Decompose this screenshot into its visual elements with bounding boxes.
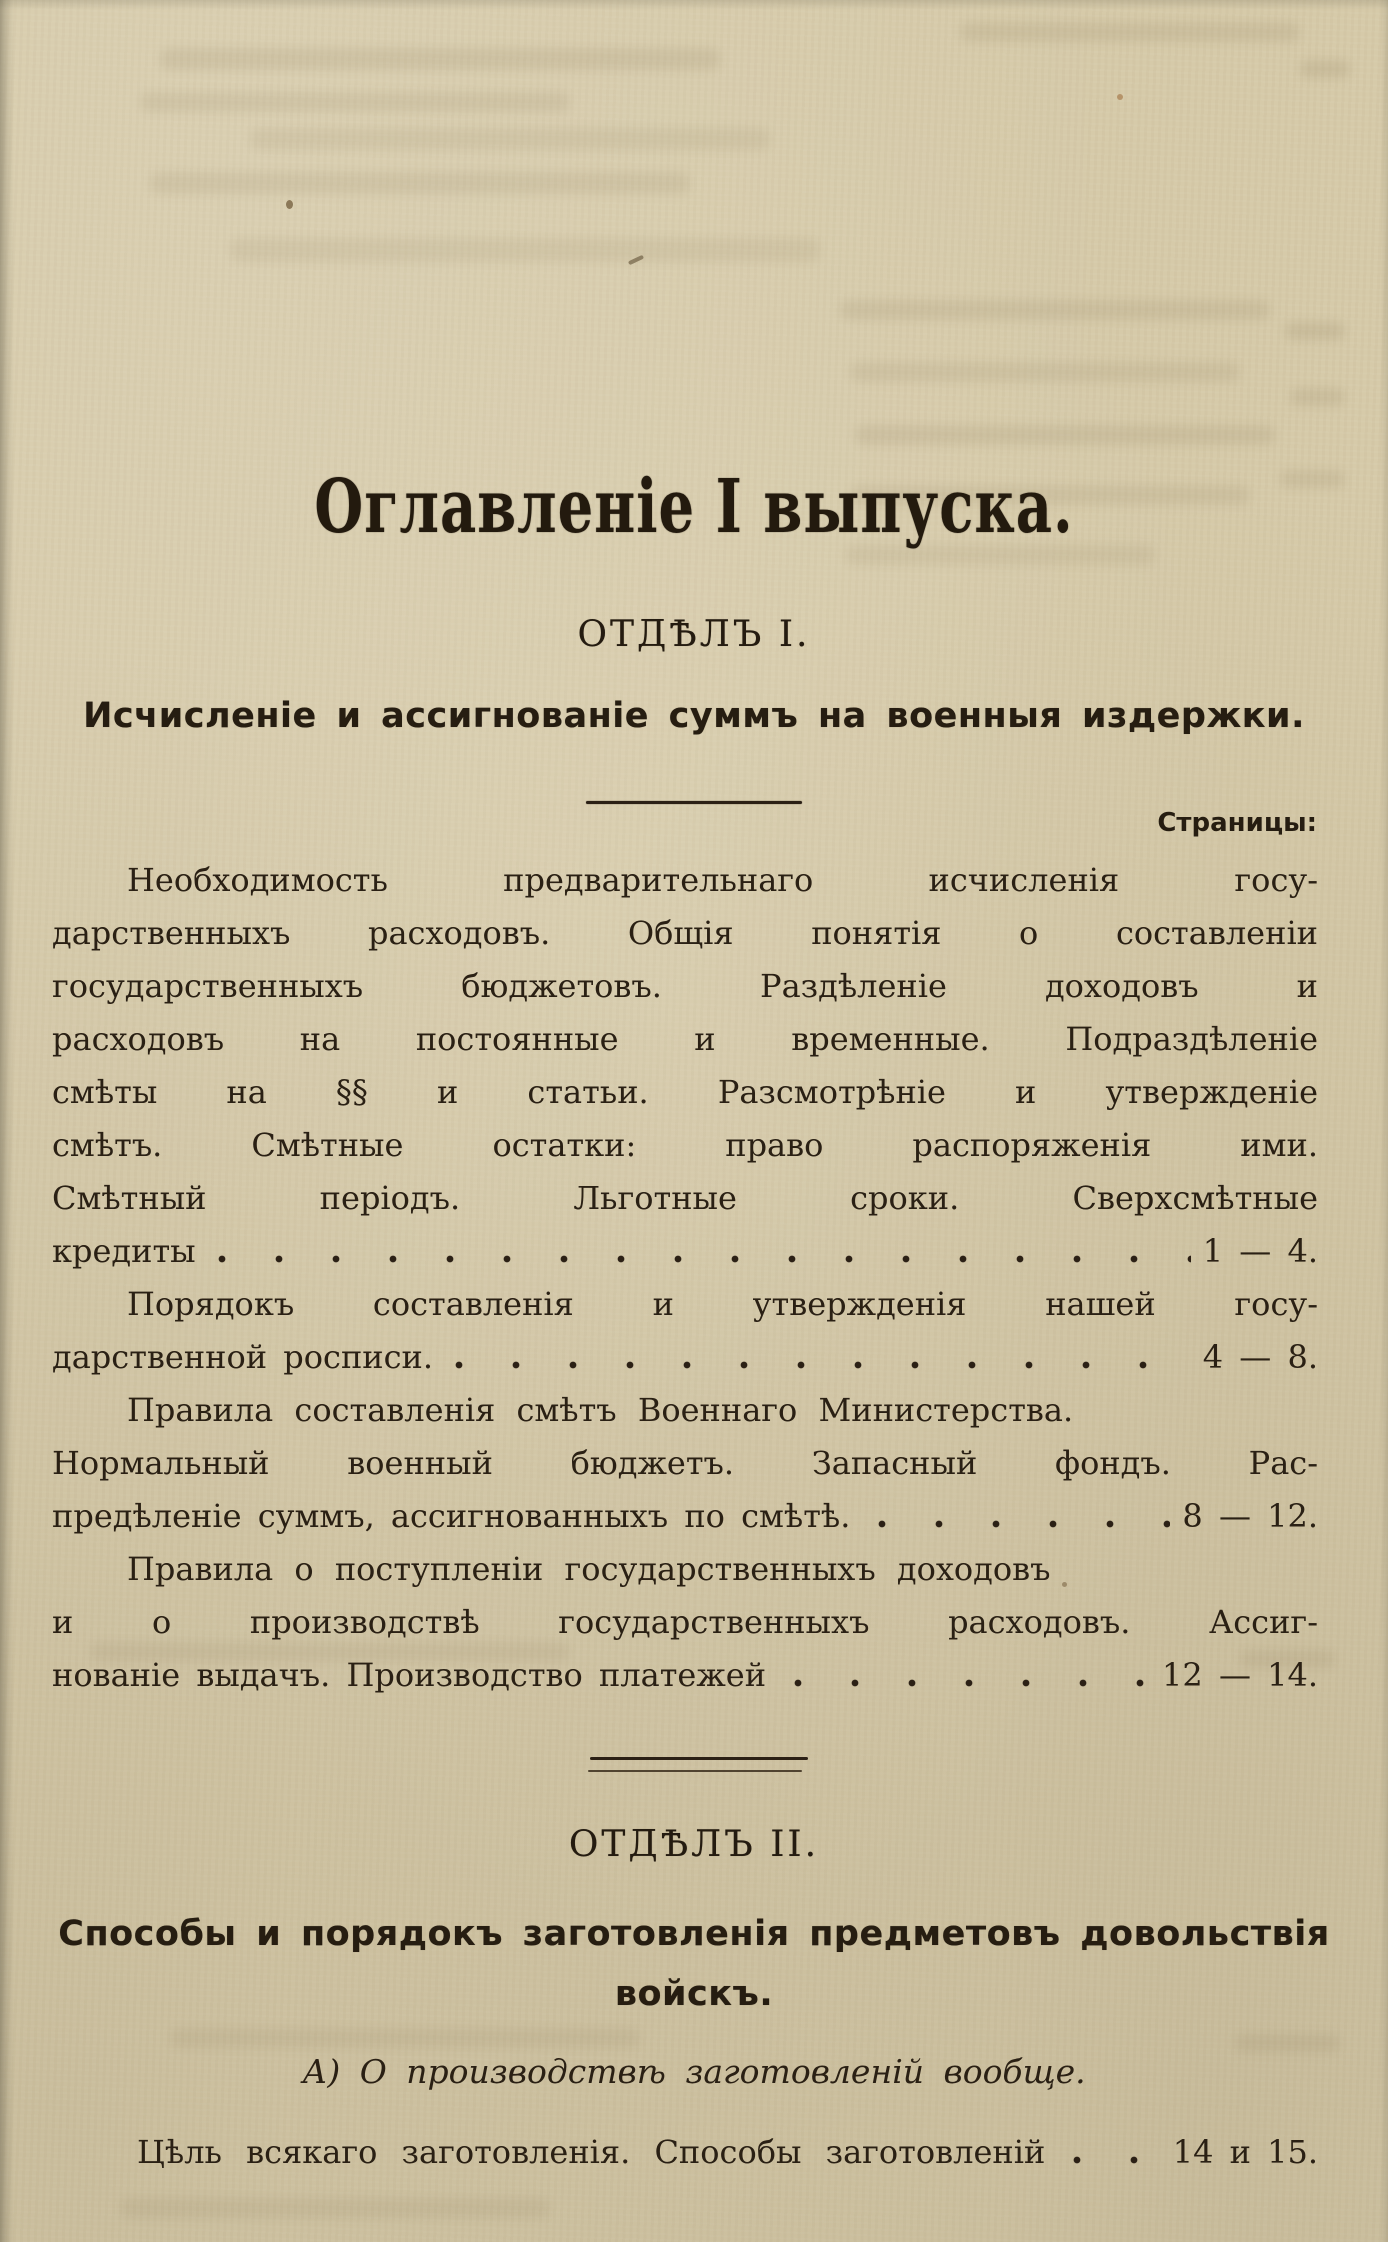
bleedthrough-smudge	[850, 362, 1240, 382]
toc-line-text: смѣтъ. Смѣтные остатки: право распоряженія ими.	[52, 1126, 1318, 1164]
section-1-subheading: Исчисленіе и ассигнованіе суммъ на военныя издержки.	[83, 696, 1305, 736]
bleedthrough-smudge	[150, 172, 690, 194]
paper-speck	[1117, 94, 1123, 100]
page-range: 4 — 8.	[1202, 1338, 1318, 1376]
divider-rule	[586, 801, 802, 804]
bleedthrough-smudge	[1300, 60, 1350, 78]
page-range: 1 — 4.	[1202, 1232, 1318, 1270]
toc-line	[52, 907, 1318, 960]
page-edge-shadow	[0, 0, 1388, 10]
dot-leader	[780, 1649, 1150, 1702]
toc-line-text: предѣленіе суммъ, ассигнованныхъ по смѣтѣ.	[52, 1497, 851, 1535]
dot-leader	[864, 1490, 1170, 1543]
toc-line	[52, 1066, 1318, 1119]
pages-column-label: Страницы:	[1157, 808, 1317, 838]
toc-line-text: Правила составленія смѣтъ Военнаго Министерства.	[127, 1391, 1074, 1429]
toc-entry-end	[52, 2126, 1318, 2179]
section-1-heading: ОТДѢЛЪ I.	[577, 614, 811, 655]
paper-speck	[286, 200, 293, 209]
toc-line	[52, 1172, 1318, 1225]
bleedthrough-smudge	[170, 2028, 640, 2048]
section-2-subheading-line-2: войскъ.	[614, 1974, 774, 2014]
toc-line	[52, 1543, 1318, 1596]
toc-line	[52, 960, 1318, 1013]
section-divider-rule	[588, 1770, 802, 1772]
page-edge-shadow	[0, 0, 14, 2242]
toc-line-text: расходовъ на постоянные и временные. Подраздѣленіе	[52, 1020, 1318, 1058]
toc-line	[52, 1384, 1318, 1437]
subsection-heading: А) О производствѣ заготовленій вообще.	[302, 2052, 1086, 2091]
bleedthrough-smudge	[855, 425, 1275, 445]
toc-line-text: нованіе выдачъ. Производство платежей	[52, 1656, 767, 1694]
bleedthrough-smudge	[230, 238, 820, 262]
toc-line	[52, 1013, 1318, 1066]
bleedthrough-smudge	[960, 22, 1300, 42]
bleedthrough-smudge	[1285, 322, 1345, 340]
toc-entry-end	[52, 1331, 1318, 1384]
dot-leader	[210, 1225, 1191, 1278]
toc-section-1	[52, 854, 1318, 1702]
bleedthrough-smudge	[1235, 2034, 1340, 2052]
toc-line	[52, 1596, 1318, 1649]
toc-line	[52, 1437, 1318, 1490]
toc-line-text: смѣты на §§ и статьи. Разсмотрѣніе и утвержденіе	[52, 1073, 1318, 1111]
toc-line-text: Нормальный военный бюджетъ. Запасный фондъ. Рас-	[52, 1444, 1318, 1482]
toc-line-text: дарственныхъ расходовъ. Общія понятія о составленіи	[52, 914, 1318, 952]
dot-leader	[1059, 2126, 1160, 2179]
toc-line-text: Смѣтный періодъ. Льготные сроки. Сверхсмѣтные	[52, 1179, 1318, 1217]
toc-line-text: Правила о поступленіи государственныхъ доходовъ	[127, 1550, 1051, 1588]
toc-line	[52, 1119, 1318, 1172]
toc-line-text: и о производствѣ государственныхъ расходовъ. Ассиг-	[52, 1603, 1318, 1641]
toc-entry-end	[52, 1490, 1318, 1543]
toc-line-text: Необходимость предварительнаго исчисленія госу-	[127, 861, 1318, 899]
section-divider-rule	[590, 1757, 808, 1760]
toc-line-text: государственныхъ бюджетовъ. Раздѣленіе доходовъ и	[52, 967, 1318, 1005]
section-2-subheading-line-1: Способы и порядокъ заготовленія предметовъ довольствія	[58, 1914, 1330, 1954]
toc-line	[52, 854, 1318, 907]
toc-entry-end	[52, 1649, 1318, 1702]
bleedthrough-smudge	[1290, 388, 1345, 406]
toc-section-2	[52, 2126, 1318, 2179]
page-range: 8 — 12.	[1182, 1497, 1318, 1535]
toc-line-text: Цѣль всякаго заготовленія. Способы заготовленій	[137, 2133, 1046, 2171]
bleedthrough-smudge	[160, 48, 720, 70]
toc-entry-end	[52, 1225, 1318, 1278]
page-edge-shadow	[1380, 0, 1388, 2242]
bleedthrough-smudge	[250, 128, 770, 150]
page-range: 14 и 15.	[1172, 2133, 1318, 2171]
toc-line	[52, 1278, 1318, 1331]
bleedthrough-smudge	[120, 2198, 550, 2218]
page-range: 12 — 14.	[1162, 1656, 1318, 1694]
toc-line-text: дарственной росписи.	[52, 1338, 434, 1376]
toc-line-text: Порядокъ составленія и утвержденія нашей госу-	[127, 1285, 1318, 1323]
bleedthrough-smudge	[140, 92, 570, 112]
dot-leader	[447, 1331, 1191, 1384]
toc-line-text: кредиты	[52, 1232, 196, 1270]
page-title: Оглавленіе I выпуска.	[314, 463, 1074, 551]
section-2-heading: ОТДѢЛЪ II.	[568, 1824, 820, 1865]
bleedthrough-smudge	[840, 300, 1270, 320]
